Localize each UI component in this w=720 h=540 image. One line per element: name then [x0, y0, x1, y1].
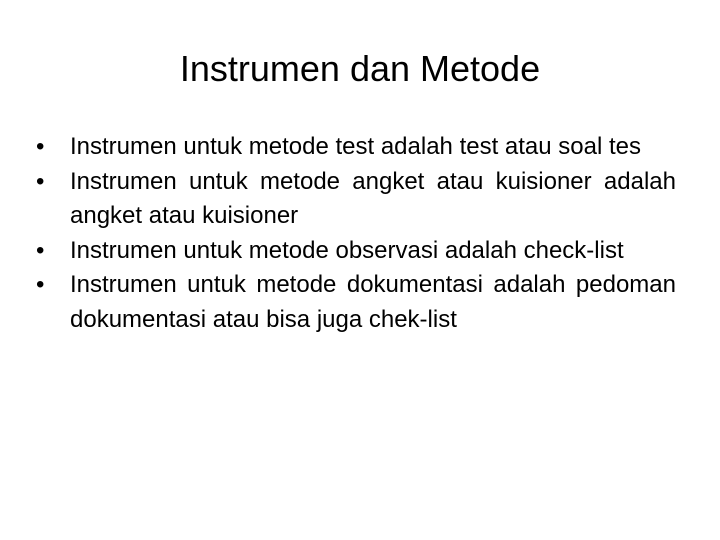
bullet-text: Instrumen untuk metode dokumentasi adalah pedoman dokumentasi atau bisa juga chek-list — [70, 271, 676, 333]
bullet-item — [36, 234, 676, 269]
bullet-item — [36, 130, 676, 165]
bullet-text: Instrumen untuk metode observasi adalah check-list — [70, 236, 624, 264]
slide-title: Instrumen dan Metode — [179, 48, 541, 89]
bullet-text: Instrumen untuk metode angket atau kuisioner adalah angket atau kuisioner — [70, 167, 676, 229]
bullet-list — [36, 130, 676, 337]
bullet-item — [36, 165, 676, 234]
bullet-icon: • — [36, 271, 45, 298]
bullet-item — [36, 268, 676, 337]
bullet-icon: • — [36, 133, 45, 160]
bullet-icon: • — [36, 236, 45, 264]
bullet-text: Instrumen untuk metode test adalah test atau soal tes — [70, 133, 642, 160]
bullet-icon: • — [36, 167, 45, 195]
